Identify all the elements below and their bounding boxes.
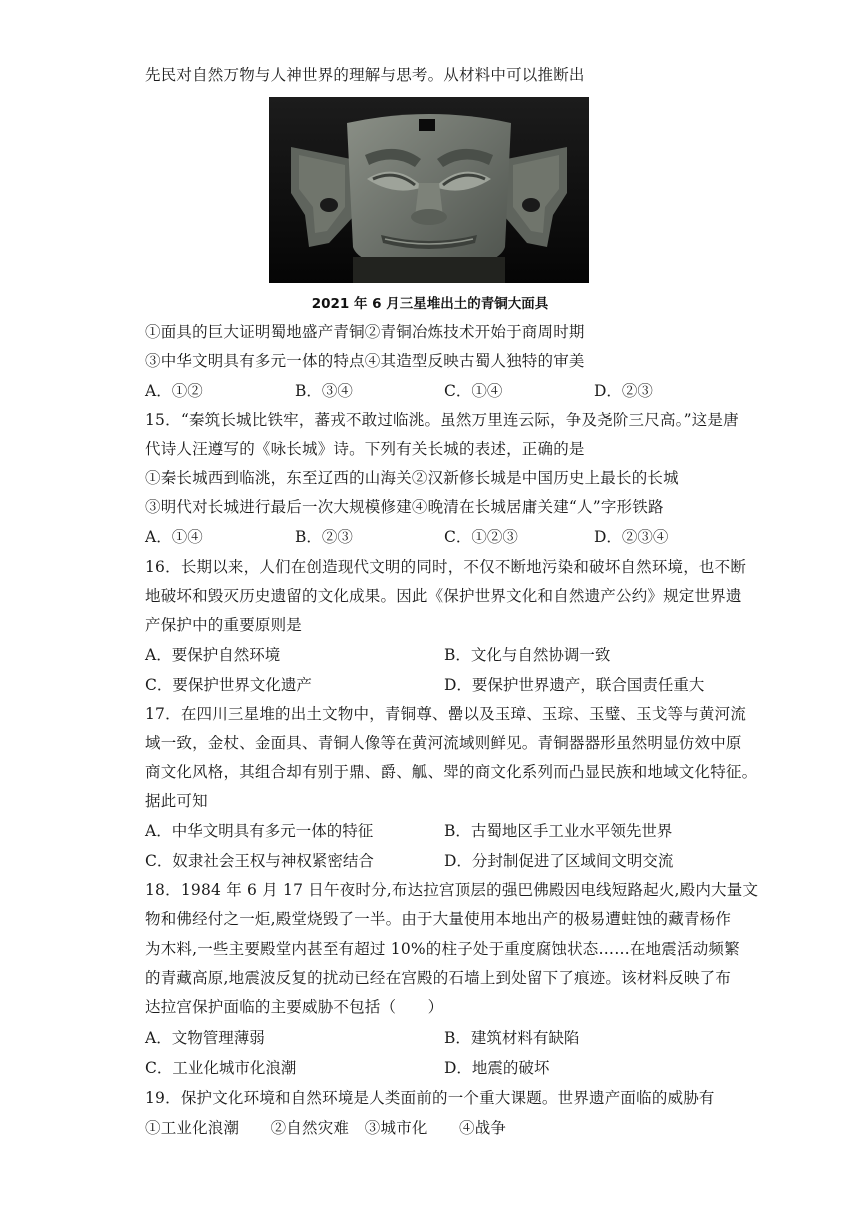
q16-option-d[interactable]: D．要保护世界遗产，联合国责任重大 xyxy=(444,676,705,694)
q19-line-1: 19．保护文化环境和自然环境是人类面前的一个重大课题。世界遗产面临的威胁有 xyxy=(145,1089,715,1107)
q14-option-d[interactable]: D．②③ xyxy=(594,382,653,400)
q17-option-a[interactable]: A．中华文明具有多元一体的特征 xyxy=(145,822,374,840)
q16-option-b[interactable]: B．文化与自然协调一致 xyxy=(444,646,611,664)
q15-statement-1: ①秦长城西到临洮，东至辽西的山海关②汉新修长城是中国历史上最长的长城 xyxy=(145,469,679,487)
q15-option-c[interactable]: C．①②③ xyxy=(444,528,518,546)
q16-option-a[interactable]: A．要保护自然环境 xyxy=(145,646,281,664)
figure-caption: 2021 年 6 月三星堆出土的青铜大面具 xyxy=(311,296,549,312)
q16-line-1: 16．长期以来，人们在创造现代文明的同时，不仅不断地污染和破坏自然环境，也不断 xyxy=(145,558,747,576)
q18-option-b[interactable]: B．建筑材料有缺陷 xyxy=(444,1029,580,1047)
q14-statement-2: ③中华文明具有多元一体的特点④其造型反映古蜀人独特的审美 xyxy=(145,352,585,370)
q14-option-b[interactable]: B．③④ xyxy=(295,382,353,400)
q17-line-2: 域一致，金杖、金面具、青铜人像等在黄河流域则鲜见。青铜器器形虽然明显仿效中原 xyxy=(145,734,742,752)
q18-option-d[interactable]: D．地震的破坏 xyxy=(444,1059,550,1077)
q15-option-a[interactable]: A．①④ xyxy=(145,528,203,546)
intro-text: 先民对自然万物与人神世界的理解与思考。从材料中可以推断出 xyxy=(145,66,585,84)
q17-option-c[interactable]: C．奴隶社会王权与神权紧密结合 xyxy=(145,852,374,870)
q14-statement-1: ①面具的巨大证明蜀地盛产青铜②青铜冶炼技术开始于商周时期 xyxy=(145,323,585,341)
q17-option-d[interactable]: D．分封制促进了区域间文明交流 xyxy=(444,852,674,870)
q18-option-c[interactable]: C．工业化城市化浪潮 xyxy=(145,1059,297,1077)
q18-option-a[interactable]: A．文物管理薄弱 xyxy=(145,1029,265,1047)
q18-line-3: 为木料,一些主要殿堂内甚至有超过 10%的柱子处于重度腐蚀状态……在地震活动频繁 xyxy=(145,940,740,958)
q15-option-b[interactable]: B．②③ xyxy=(295,528,353,546)
q16-line-3: 产保护中的重要原则是 xyxy=(145,616,303,634)
q15-line-1: 15．“秦筑长城比铁牢，蕃戎不敢过临洮。虽然万里连云际，争及尧阶三尺高。”这是唐 xyxy=(145,411,739,429)
q18-line-1: 18．1984 年 6 月 17 日午夜时分,布达拉宫顶层的强巴佛殿因电线短路起火,殿内大量文 xyxy=(145,881,759,899)
q14-option-c[interactable]: C．①④ xyxy=(444,382,503,400)
bronze-mask-photo xyxy=(269,97,589,283)
q17-option-b[interactable]: B．古蜀地区手工业水平领先世界 xyxy=(444,822,673,840)
q17-line-4: 据此可知 xyxy=(145,792,208,810)
q18-line-2: 物和佛经付之一炬,殿堂烧毁了一半。由于大量使用本地出产的极易遭蛀蚀的藏青杨作 xyxy=(145,910,732,928)
q15-statement-2: ③明代对长城进行最后一次大规模修建④晚清在长城居庸关建“人”字形铁路 xyxy=(145,498,664,516)
q15-line-2: 代诗人汪遵写的《咏长城》诗。下列有关长城的表述，正确的是 xyxy=(145,440,585,458)
q14-option-a[interactable]: A．①② xyxy=(145,382,203,400)
q18-line-5: 达拉宫保护面临的主要威胁不包括（ ） xyxy=(145,998,444,1016)
q18-line-4: 的青藏高原,地震波反复的扰动已经在宫殿的石墙上到处留下了痕迹。该材料反映了布 xyxy=(145,969,732,987)
q16-option-c[interactable]: C．要保护世界文化遗产 xyxy=(145,676,312,694)
q17-line-1: 17．在四川三星堆的出土文物中，青铜尊、罍以及玉璋、玉琮、玉璧、玉戈等与黄河流 xyxy=(145,705,747,723)
q17-line-3: 商文化风格，其组合却有别于鼎、爵、觚、斝的商文化系列而凸显民族和地域文化特征。 xyxy=(145,763,758,781)
q19-statements: ①工业化浪潮 ②自然灾难 ③城市化 ④战争 xyxy=(145,1119,507,1137)
q15-option-d[interactable]: D．②③④ xyxy=(594,528,669,546)
q16-line-2: 地破坏和毁灭历史遗留的文化成果。因此《保护世界文化和自然遗产公约》规定世界遗 xyxy=(145,587,742,605)
